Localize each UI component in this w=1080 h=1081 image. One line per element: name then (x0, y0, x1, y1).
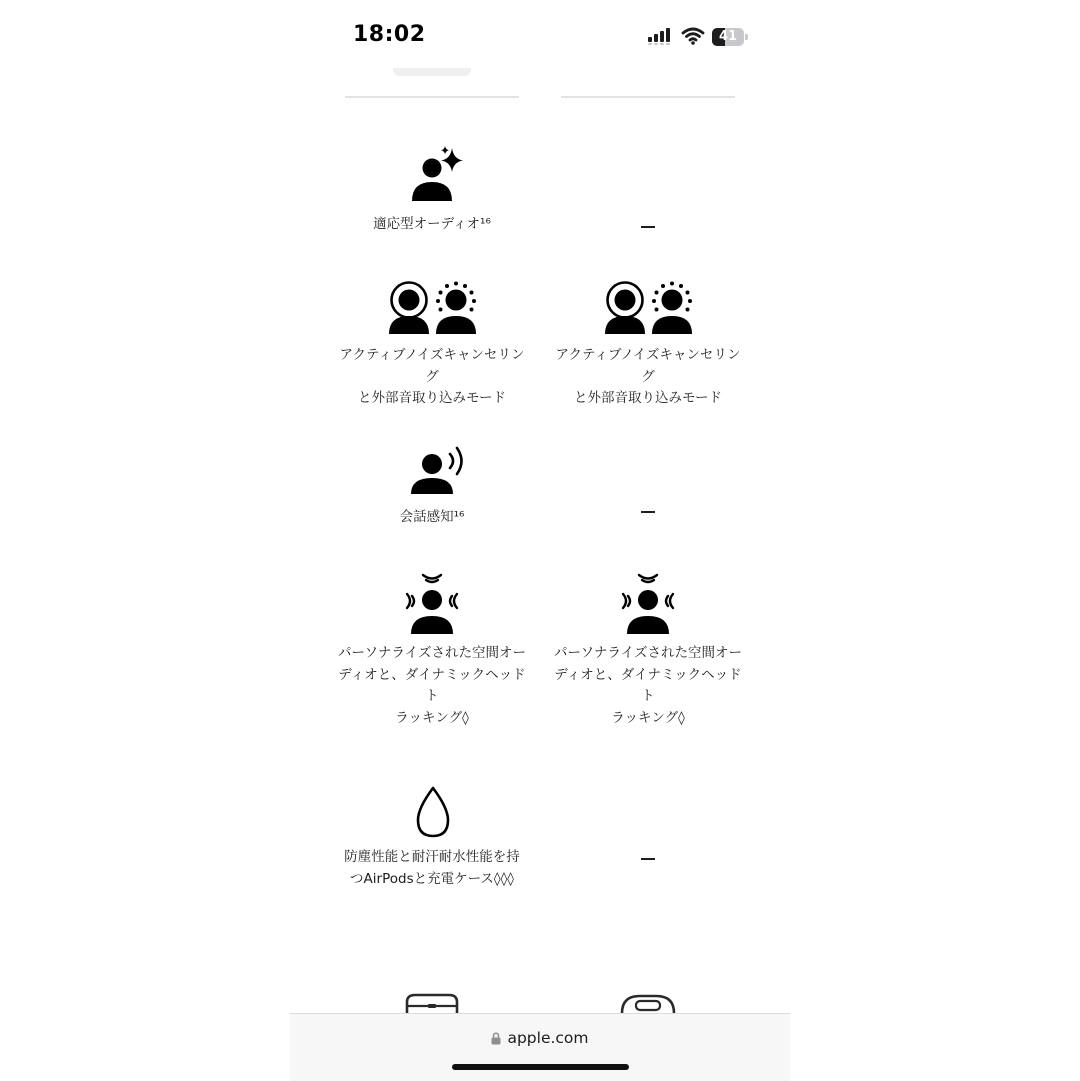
feature-label-anc-left: アクティブノイズキャンセリング と外部音取り込みモード (339, 347, 525, 406)
feature-label-anc-right: アクティブノイズキャンセリング と外部音取り込みモード (555, 347, 741, 406)
home-indicator[interactable] (452, 1064, 629, 1070)
feature-label-conversation-awareness: 会話感知¹⁶ (399, 509, 465, 525)
battery-level: 41 (718, 29, 738, 44)
spatial-audio-head-tracking-icon (618, 572, 678, 636)
feature-label-spatial-audio-right: パーソナライズされた空間オー ディオと、ダイナミックヘッドト ラッキング◊ (554, 645, 742, 726)
noise-cancelling-transparency-icon (386, 280, 480, 336)
feature-label-spatial-audio-left: パーソナライズされた空間オー ディオと、ダイナミックヘッドト ラッキング◊ (338, 645, 526, 726)
noise-cancelling-transparency-icon (602, 280, 696, 336)
url-display[interactable] (290, 1029, 790, 1047)
feature-label-adaptive-audio: 適応型オーディオ¹⁶ (373, 216, 491, 232)
person-speaking-icon (408, 442, 470, 498)
scrolled-content-edge (393, 68, 471, 76)
status-time: 18:02 (353, 22, 426, 47)
lock-icon (491, 1032, 501, 1045)
not-available-dash (641, 858, 655, 860)
url-text: apple.com (507, 1029, 589, 1047)
not-available-dash (641, 226, 655, 228)
charging-case-icon (404, 992, 460, 1014)
battery-icon (712, 28, 748, 46)
feature-label-water-resistance: 防塵性能と耐汗耐水性能を持 つAirPodsと充電ケース◊◊◊ (344, 849, 520, 887)
water-drop-icon (413, 785, 453, 839)
browser-address-bar[interactable] (290, 1013, 790, 1081)
person-sparkle-icon (406, 145, 466, 205)
not-available-dash (641, 511, 655, 513)
spatial-audio-head-tracking-icon (402, 572, 462, 636)
column-divider-left (345, 96, 519, 98)
column-divider-right (561, 96, 735, 98)
charging-case-icon (618, 992, 678, 1014)
wifi-icon (681, 26, 705, 46)
cellular-signal-icon (648, 27, 674, 45)
status-bar (0, 0, 1080, 70)
